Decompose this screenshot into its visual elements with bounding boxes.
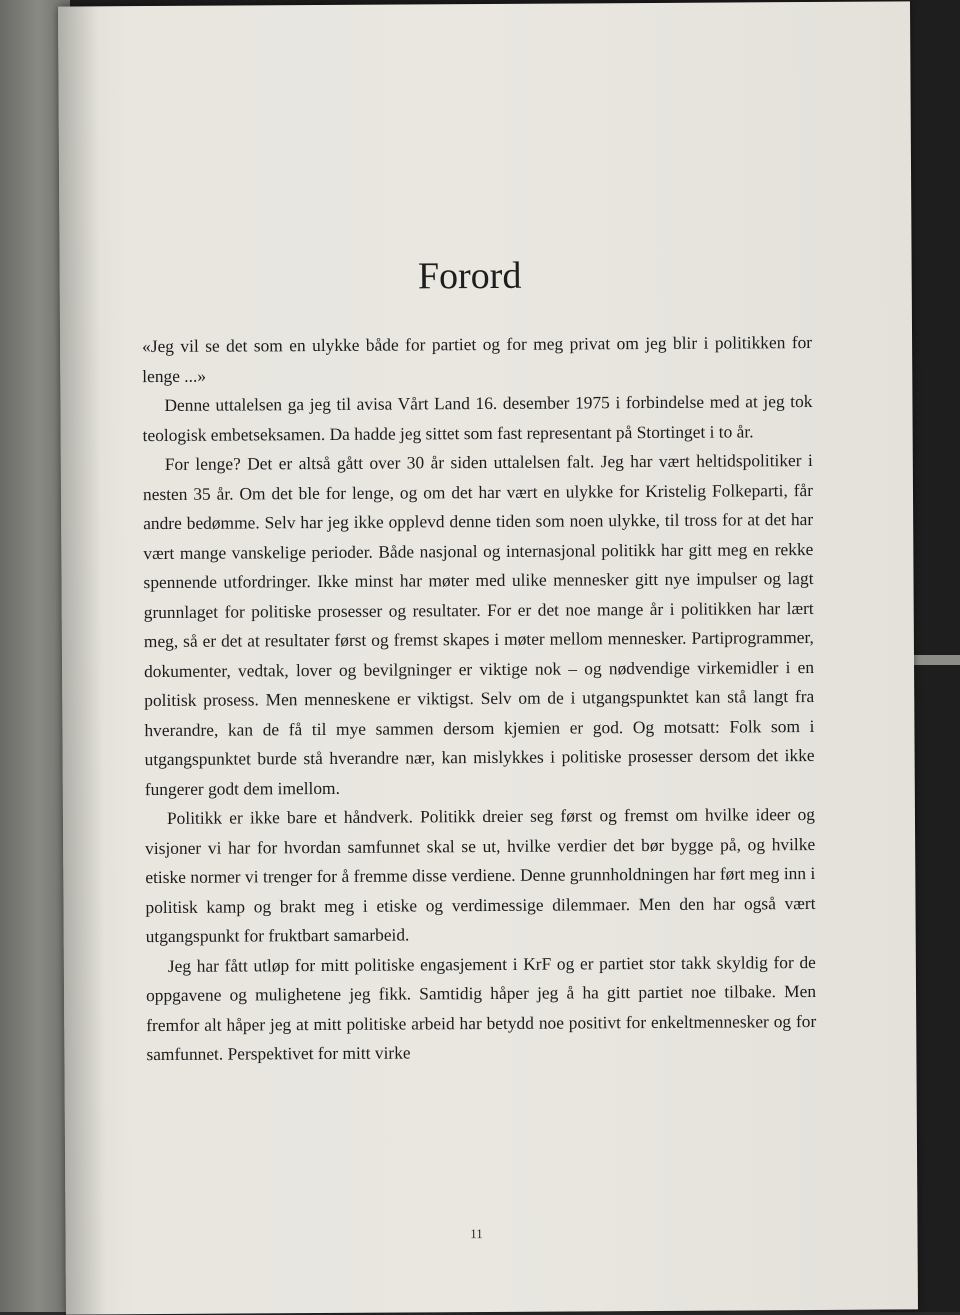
paragraph-4: Politikk er ikke bare et håndverk. Politikk dreier seg først og fremst om hvilke ideer og visjoner vi har for hvordan samfunnet skal se ut, hvilke verdier det bør bygge på, og hvilke etiske normer vi trenger for å fremme disse verdiene. Denne grunnholdningen har ført meg inn i politisk kamp og brakt meg i etiske og verdimessige dilemmaer. Men den har også vært utgangspunkt for fruktbart samarbeid. [145,803,816,947]
paragraph-3: For lenge? Det er altså gått over 30 år siden uttalelsen falt. Jeg har vært heltidspolitiker i nesten 35 år. Om det ble for lenge, og om det har vært en ulykke for Kristelig Folkeparti, får andre bedømme. Selv har jeg ikke opplevd denne tiden som noen ulykke, til tross for at det har vært mange vanskelige perioder. Både nasjonal og internasjonal politikk har gitt meg en rekke spennende utfordringer. Ikke minst har møter med ulike mennesker gitt nye impulser og lagt grunnlaget for politiske prosesser og resultater. For er det noe mange år i politikken har lært meg, så er det at resultater først og fremst skapes i møter mellom mennesker. Partiprogrammer, dokumenter, vedtak, lover og bevilgninger er viktige nok – og nødvendige virkemidler i en politisk prosess. Men menneskene er viktigst. Selv om de i utgangspunktet kan stå langt fra hverandre, kan de få til mye sammen dersom kjemien er god. Og motsatt: Folk som i utgangspunktet burde stå hverandre nær, kan mislykkes i politiske prosesser dersom det ikke fungerer godt dem imellom. [142,450,815,799]
page-number: 11 [470,1226,483,1242]
paragraph-2: Denne uttalelsen ga jeg til avisa Vårt Land 16. desember 1975 i forbindelse med at jeg tok teologisk embetseksamen. Da hadde jeg sittet som fast representant på Stortinget i to år. [142,391,813,445]
page-gutter-shadow [58,6,106,1314]
paragraph-1: «Jeg vil se det som en ulykke både for partiet og for meg privat om jeg blir i politikken for lenge ...» [142,332,813,386]
book-page [58,1,918,1314]
chapter-title: Forord [417,254,522,298]
paragraph-5: Jeg har fått utløp for mitt politiske engasjement i KrF og er partiet stor takk skyldig for de oppgavene og mulighetene jeg fikk. Samtidig håper jeg å ha gitt partiet noe tilbake. Men fremfor alt håper jeg at mitt politiske arbeid har betydd noe positivt for enkeltmennesker og for samfunnet. Perspektivet for mitt virke [145,951,817,1065]
body-text [142,328,816,1070]
